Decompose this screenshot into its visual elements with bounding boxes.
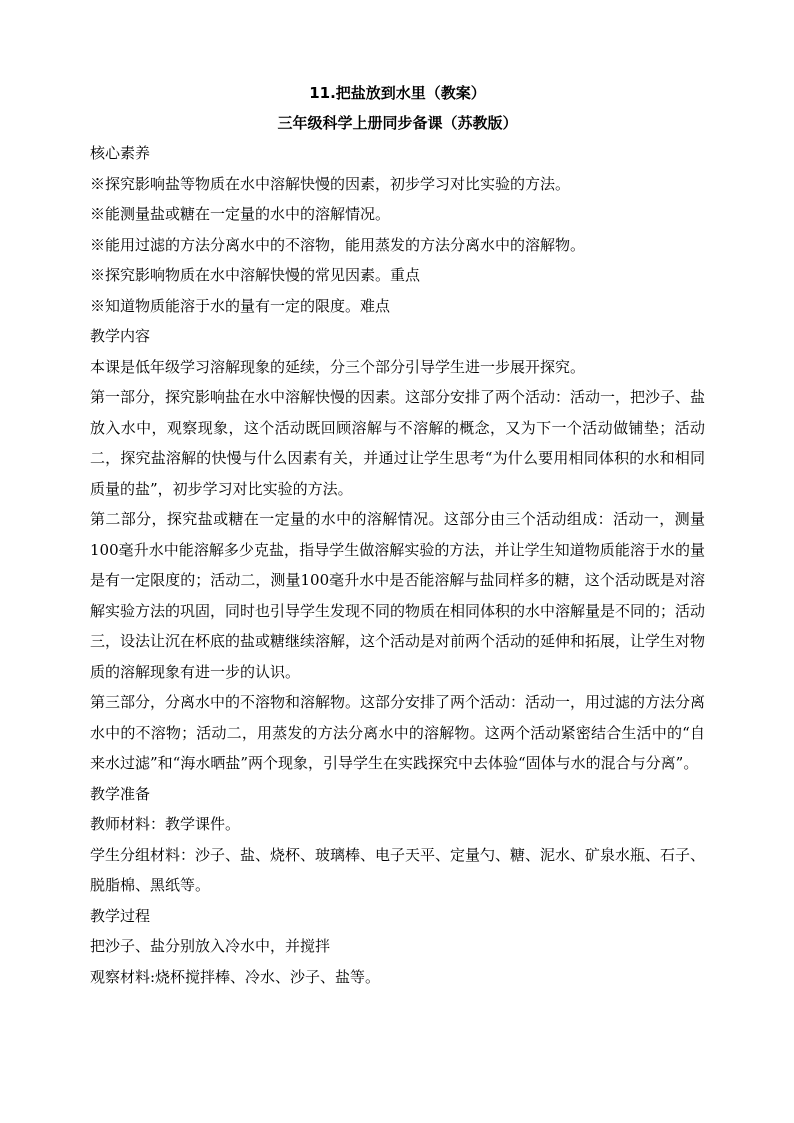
content-paragraph: 本课是低年级学习溶解现象的延续，分三个部分引导学生进一步展开探究。 — [90, 357, 586, 376]
preparation-item: 教师材料：教学课件。 — [90, 815, 241, 833]
process-item: 把沙子、盐分别放入冷水中，并搅拌 — [90, 937, 331, 955]
content-paragraph: 第三部分，分离水中的不溶物和溶解物。这部分安排了两个活动：活动一，用过滤的方法分离水中的不溶物；活动二，用蒸发的方法分离水中的溶解物。这两个活动紧密结合生活中的“自来水过滤”和“海水晒盐”两个现象，引导学生在实践探究中去体验“固体与水的混合与分离”。 — [90, 693, 706, 772]
core-item: ※探究影响物质在水中溶解快慢的常见因素。重点 — [90, 266, 421, 284]
section-heading-content: 教学内容 — [90, 327, 151, 345]
section-heading-core: 核心素养 — [90, 144, 151, 162]
preparation-item: 学生分组材料：沙子、盐、烧杯、玻璃棒、电子天平、定量勺、糖、泥水、矿泉水瓶、石子、脱脂棉、黑纸等。 — [90, 845, 706, 894]
document-subtitle: 三年级科学上册同步备课（苏教版） — [277, 114, 518, 132]
core-item: ※知道物质能溶于水的量有一定的限度。难点 — [90, 296, 391, 315]
core-item: ※探究影响盐等物质在水中溶解快慢的因素，初步学习对比实验的方法。 — [90, 174, 571, 193]
core-item: ※能用过滤的方法分离水中的不溶物，能用蒸发的方法分离水中的溶解物。 — [90, 235, 586, 254]
document-page — [90, 78, 705, 992]
process-item: 观察材料:烧杯搅拌棒、冷水、沙子、盐等。 — [90, 967, 381, 986]
section-heading-preparation: 教学准备 — [90, 784, 151, 803]
document-title: 11.把盐放到水里（教案） — [309, 84, 486, 102]
section-heading-process: 教学过程 — [90, 906, 151, 925]
content-paragraph: 第二部分，探究盐或糖在一定量的水中的溶解情况。这部分由三个活动组成：活动一，测量100毫升水中能溶解多少克盐，指导学生做溶解实验的方法，并让学生知道物质能溶于水的量是有一定限度的；活动二，测量100毫升水中是否能溶解与盐同样多的糖，这个活动既是对溶解实验方法的巩固，同时也引导学生发现不同的物质在相同体积的水中溶解量是不同的；活动三，设法让沉在杯底的盐或糖继续溶解，这个活动是对前两个活动的延伸和拓展，让学生对物质的溶解现象有进一步的认识。 — [90, 510, 706, 681]
core-item: ※能测量盐或糖在一定量的水中的溶解情况。 — [90, 205, 391, 223]
content-paragraph: 第一部分，探究影响盐在水中溶解快慢的因素。这部分安排了两个活动：活动一，把沙子、盐放入水中，观察现象，这个活动既回顾溶解与不溶解的概念，又为下一个活动做铺垫；活动二，探究盐溶解的快慢与什么因素有关，并通过让学生思考“为什么要用相同体积的水和相同质量的盐”，初步学习对比实验的方法。 — [90, 388, 706, 498]
